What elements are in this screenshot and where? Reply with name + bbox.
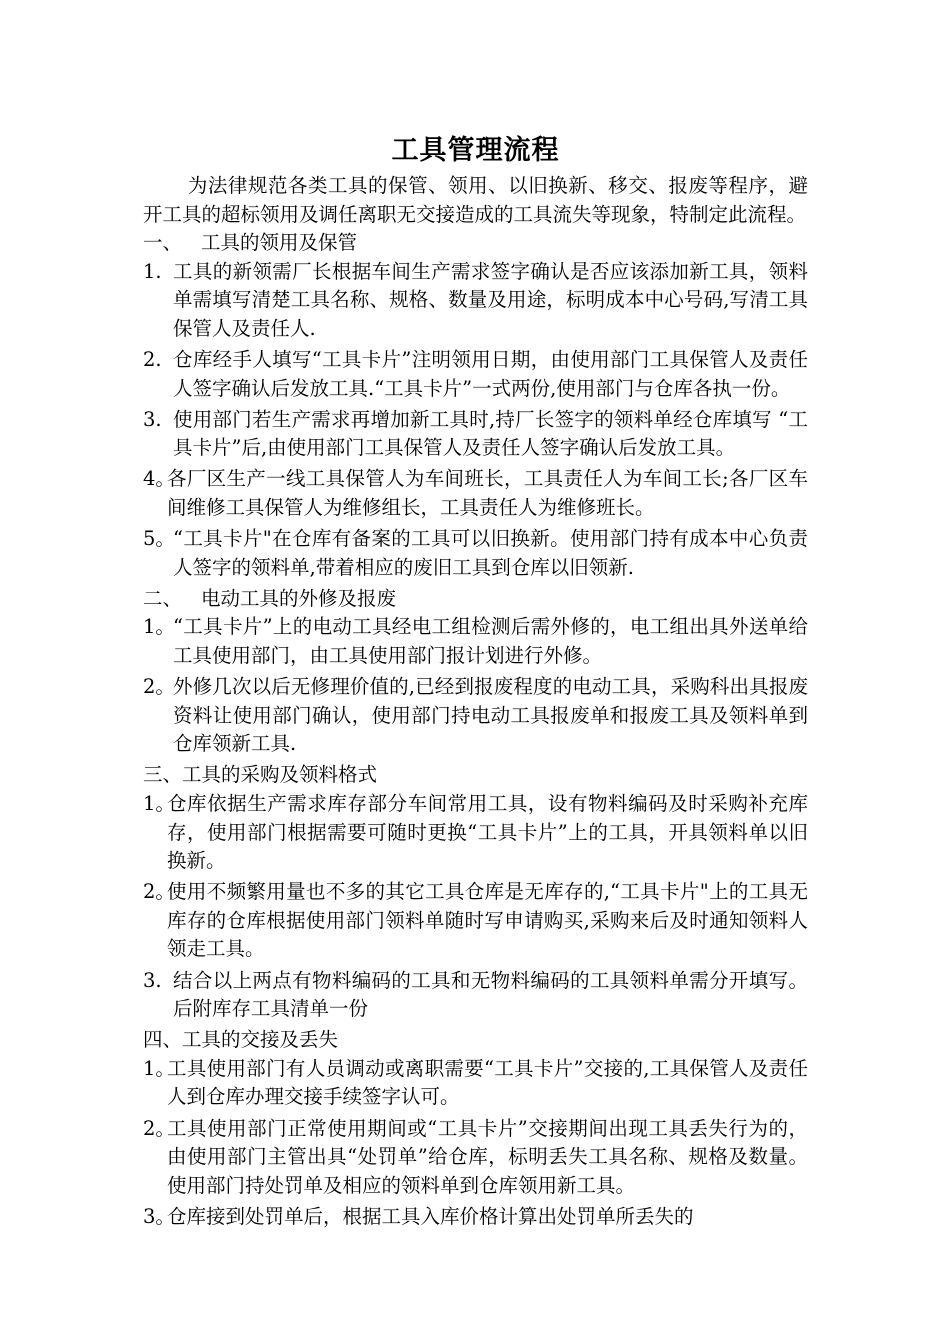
item-text: 外修几次以后无修理价值的,已经到报废程度的电动工具，采购科出具报废资料让使用部门确认，使用部门持电动工具报废单和报废工具及领料单到仓库领新工具. [173, 675, 808, 756]
item-number: 1. [143, 259, 162, 283]
section-number: 四、 [143, 1028, 183, 1052]
document-body [143, 132, 808, 1234]
list-item [143, 525, 808, 582]
item-number: 1。 [143, 791, 175, 815]
item-number: 1。 [143, 615, 175, 639]
list-item [143, 790, 808, 876]
item-number: 2。 [143, 880, 175, 904]
item-number: 3. [143, 407, 162, 431]
list-item [143, 1055, 808, 1112]
section-heading-1 [143, 229, 808, 258]
section-number: 一、 [143, 231, 183, 255]
item-text: 工具的新领需厂长根据车间生产需求签字确认是否应该添加新工具，领料单需填写清楚工具名称、规格、数量及用途，标明成本中心号码,写清工具保管人及责任人. [173, 259, 808, 340]
list-item [143, 258, 808, 344]
item-text: 工具使用部门有人员调动或离职需要“工具卡片”交接的,工具保管人及责任人到仓库办理交接手续签字认可。 [167, 1056, 808, 1109]
item-number: 1。 [143, 1056, 175, 1080]
list-item [143, 1203, 808, 1232]
section-number: 二、 [143, 586, 183, 610]
item-text: 使用部门若生产需求再增加新工具时,持厂长签字的领料单经仓库填写 “工具卡片”后,由使用部门工具保管人及责任人签字确认后发放工具。 [173, 407, 808, 460]
item-number: 4。 [143, 467, 175, 491]
item-text: 仓库经手人填写“工具卡片”注明领用日期，由使用部门工具保管人及责任人签字确认后发放工具.“工具卡片”一式两份,使用部门与仓库各执一份。 [173, 348, 808, 400]
section-heading-4 [143, 1026, 808, 1055]
section-heading-3 [143, 761, 808, 790]
item-text: 结合以上两点有物料编码的工具和无物料编码的工具领料单需分开填写。后附库存工具清单一份 [173, 968, 808, 1021]
list-item [143, 465, 808, 522]
section-title: 工具的交接及丢失 [182, 1028, 339, 1052]
list-item [143, 346, 808, 403]
item-text: 仓库依据生产需求库存部分车间常用工具，设有物料编码及时采购补充库存，使用部门根据需要可随时更换“工具卡片”上的工具，开具领料单以旧换新。 [167, 791, 808, 873]
item-text: 仓库接到处罚单后，根据工具入库价格计算出处罚单所丢失的 [167, 1204, 694, 1228]
section-title: 工具的采购及领料格式 [182, 763, 378, 787]
list-item [143, 967, 808, 1024]
item-number: 3. [143, 968, 162, 992]
section-number: 三、 [143, 763, 183, 787]
list-item [143, 406, 808, 463]
section-heading-2 [143, 585, 808, 614]
intro-paragraph: 为法律规范各类工具的保管、领用、以旧换新、移交、报废等程序，避开工具的超标领用及调任离职无交接造成的工具流失等现象，特制定此流程。 [143, 174, 808, 226]
item-text: “工具卡片”上的电动工具经电工组检测后需外修的，电工组出具外送单给工具使用部门，由工具使用部门报计划进行外修。 [173, 615, 808, 667]
item-number: 5。 [143, 527, 175, 551]
document-title: 工具管理流程 [391, 135, 560, 166]
item-number: 2。 [143, 1116, 175, 1140]
item-text: 工具使用部门正常使用期间或“工具卡片”交接期间出现工具丢失行为的，由使用部门主管出具“处罚单”给仓库，标明丢失工具名称、规格及数量。使用部门持处罚单及相应的领料单到仓库领用新工具。 [167, 1116, 808, 1197]
item-text: 各厂区生产一线工具保管人为车间班长，工具责任人为车间工长;各厂区车间维修工具保管人为维修组长，工具责任人为维修班长。 [167, 467, 808, 520]
list-item [143, 673, 808, 759]
section-title: 电动工具的外修及报废 [201, 586, 397, 610]
item-text: 使用不频繁用量也不多的其它工具仓库是无库存的,“工具卡片"上的工具无库存的仓库根据使用部门领料单随时写申请购买,采购来后及时通知领料人领走工具。 [167, 880, 808, 961]
list-item [143, 613, 808, 670]
section-title: 工具的领用及保管 [201, 231, 358, 255]
item-number: 3。 [143, 1204, 175, 1228]
item-number: 2. [143, 348, 162, 372]
item-number: 2。 [143, 675, 175, 699]
list-item [143, 1115, 808, 1201]
list-item [143, 878, 808, 964]
item-text: “工具卡片"在仓库有备案的工具可以旧换新。使用部门持有成本中心负责人签字的领料单,带着相应的废旧工具到仓库以旧领新. [173, 527, 808, 579]
